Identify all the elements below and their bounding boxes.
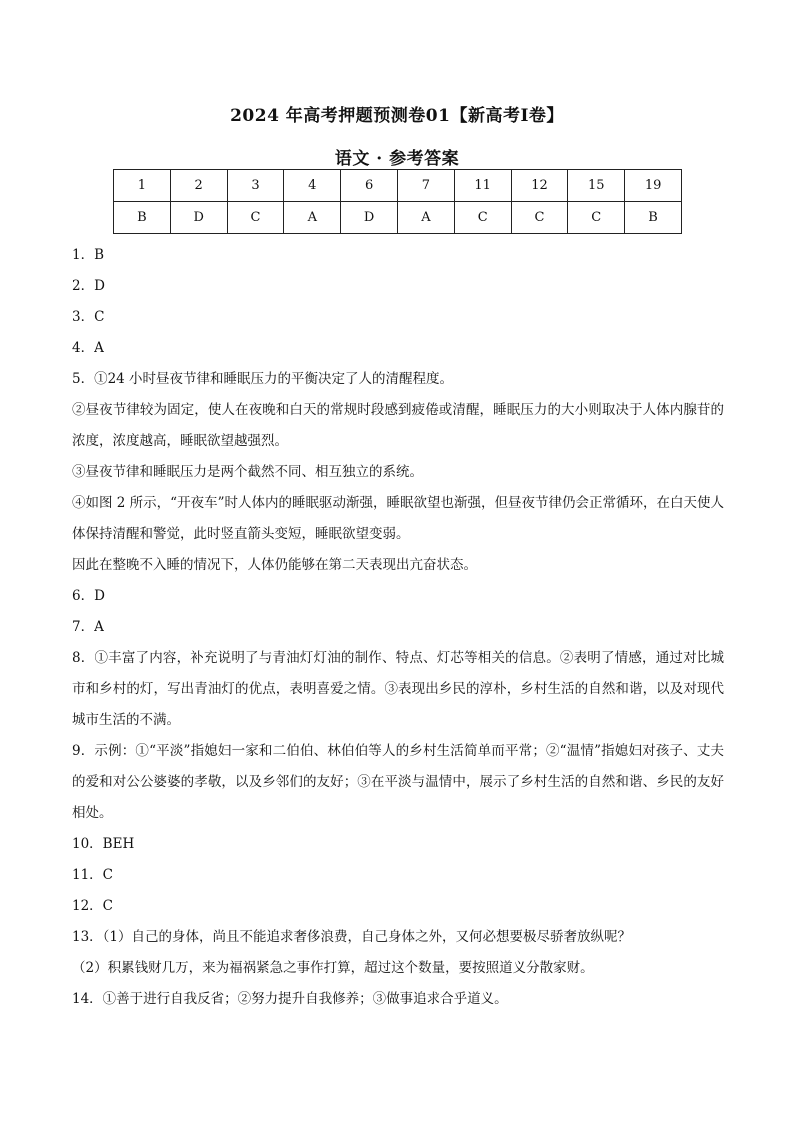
question-number-row: [114, 170, 682, 202]
answer-q14: 14．①善于进行自我反省；②努力提升自我修养；③做事追求合乎道义。: [72, 991, 508, 1007]
answer-q4: 4．A: [72, 340, 104, 356]
question-number-cell: 11: [454, 170, 511, 202]
answer-explanations: [72, 240, 724, 1015]
answer-q9: 9．示例：①“平淡”指媳妇一家和二伯伯、林伯伯等人的乡村生活简单而平常；②“温情”指媳妇对孩子、丈夫的爱和对公公婆婆的孝敬，以及乡邻们的友好；③在平淡与温情中，展示了乡村生活的自然和谐、乡民的友好相处。: [72, 743, 724, 821]
answer-cell: C: [454, 202, 511, 234]
answer-q13-part-2: （2）积累钱财几万，来为福祸紧急之事作打算，超过这个数量，要按照道义分散家财。: [72, 960, 594, 976]
answer-q6: 6．D: [72, 588, 105, 604]
answer-q2: 2．D: [72, 278, 105, 294]
answer-q5-point-2: ②昼夜节律较为固定，使人在夜晚和白天的常规时段感到疲倦或清醒，睡眠压力的大小则取决于人体内腺苷的浓度，浓度越高，睡眠欲望越强烈。: [72, 402, 724, 449]
answer-q1: 1．B: [72, 247, 105, 263]
question-number-cell: 19: [625, 170, 682, 202]
question-number-cell: 4: [284, 170, 341, 202]
answer-cell: C: [227, 202, 284, 234]
answer-row: [114, 202, 682, 234]
answer-cell: B: [625, 202, 682, 234]
answer-cell: C: [511, 202, 568, 234]
answer-cell: A: [397, 202, 454, 234]
answer-q5-point-3: ③昼夜节律和睡眠压力是两个截然不同、相互独立的系统。: [72, 464, 423, 480]
question-number-cell: 12: [511, 170, 568, 202]
answer-q8: 8．①丰富了内容，补充说明了与青油灯灯油的制作、特点、灯芯等相关的信息。②表明了情感，通过对比城市和乡村的灯，写出青油灯的优点，表明喜爱之情。③表现出乡民的淳朴，乡村生活的自然和谐，以及对现代城市生活的不满。: [72, 650, 724, 728]
answer-cell: B: [114, 202, 171, 234]
answer-q7: 7．A: [72, 619, 104, 635]
answer-q10: 10．BEH: [72, 836, 135, 852]
document-title: 2024 年高考押题预测卷01【新高考Ⅰ卷】: [230, 106, 564, 126]
answer-cell: C: [568, 202, 625, 234]
question-number-cell: 3: [227, 170, 284, 202]
answer-q3: 3．C: [72, 309, 105, 325]
answer-table: [113, 169, 682, 234]
answer-q5-point-1: 5．①24 小时昼夜节律和睡眠压力的平衡决定了人的清醒程度。: [72, 371, 454, 387]
answer-q12: 12．C: [72, 898, 114, 914]
answer-cell: D: [341, 202, 398, 234]
answer-q5-point-4: ④如图 2 所示，“开夜车”时人体内的睡眠驱动渐强，睡眠欲望也渐强，但昼夜节律仍会正常循环，在白天使人体保持清醒和警觉，此时竖直箭头变短，睡眠欲望变弱。: [72, 495, 724, 542]
document-subtitle: 语文 · 参考答案: [334, 149, 460, 169]
answer-q11: 11．C: [72, 867, 114, 883]
answer-q13-part-1: 13．（1）自己的身体，尚且不能追求奢侈浪费，自己身体之外，又何必想要极尽骄奢放纵呢？: [72, 929, 632, 945]
question-number-cell: 7: [397, 170, 454, 202]
question-number-cell: 6: [341, 170, 398, 202]
question-number-cell: 1: [114, 170, 171, 202]
answer-q5-conclusion: 因此在整晚不入睡的情况下，人体仍能够在第二天表现出亢奋状态。: [72, 557, 477, 573]
answer-cell: D: [170, 202, 227, 234]
answer-cell: A: [284, 202, 341, 234]
question-number-cell: 15: [568, 170, 625, 202]
question-number-cell: 2: [170, 170, 227, 202]
